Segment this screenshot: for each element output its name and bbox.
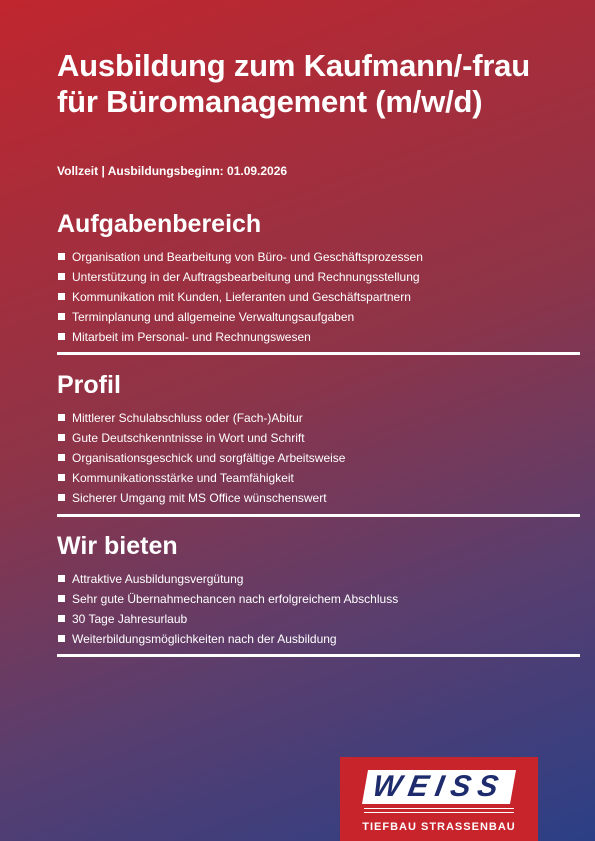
section-divider <box>57 352 580 355</box>
company-logo <box>340 757 538 841</box>
square-bullet-icon <box>58 615 65 622</box>
list-item-text: Mittlerer Schulabschluss oder (Fach-)Abitur <box>72 411 303 425</box>
section-divider <box>57 654 580 657</box>
list-item <box>57 629 582 649</box>
section-divider <box>57 514 580 517</box>
section-heading: Wir bieten <box>57 532 178 560</box>
square-bullet-icon <box>58 454 65 461</box>
square-bullet-icon <box>58 333 65 340</box>
list-item-text: 30 Tage Jahresurlaub <box>72 612 188 626</box>
list-item <box>57 609 582 629</box>
list-item-text: Terminplanung und allgemeine Verwaltungsaufgaben <box>72 310 355 324</box>
list-item <box>57 307 582 327</box>
list-item-text: Sicherer Umgang mit MS Office wünschenswert <box>72 491 327 505</box>
square-bullet-icon <box>58 273 65 280</box>
list-item-text: Unterstützung in der Auftragsbearbeitung und Rechnungsstellung <box>72 270 420 284</box>
square-bullet-icon <box>58 474 65 481</box>
square-bullet-icon <box>58 635 65 642</box>
list-item-text: Organisation und Bearbeitung von Büro- und Geschäftsprozessen <box>72 250 423 264</box>
list-item <box>57 267 582 287</box>
section-heading: Profil <box>57 371 121 399</box>
square-bullet-icon <box>58 414 65 421</box>
list-item <box>57 468 582 488</box>
logo-wordmark-text: WEISS <box>362 770 516 804</box>
logo-underline <box>364 808 514 813</box>
list-item-text: Kommunikation mit Kunden, Lieferanten und Geschäftspartnern <box>72 290 411 304</box>
list-item <box>57 327 582 347</box>
logo-tagline: TIEFBAU STRASSENBAU <box>362 821 516 833</box>
bullet-list <box>57 569 582 649</box>
list-item-text: Sehr gute Übernahmechancen nach erfolgreichem Abschluss <box>72 592 399 606</box>
list-item <box>57 247 582 267</box>
list-item-text: Attraktive Ausbildungsvergütung <box>72 572 244 586</box>
section-profil <box>57 370 582 508</box>
section-heading: Aufgabenbereich <box>57 210 262 238</box>
list-item-text: Mitarbeit im Personal- und Rechnungswesen <box>72 330 311 344</box>
list-item <box>57 589 582 609</box>
square-bullet-icon <box>58 293 65 300</box>
list-item-text: Weiterbildungsmöglichkeiten nach der Ausbildung <box>72 632 337 646</box>
list-item <box>57 488 582 508</box>
list-item <box>57 448 582 468</box>
bullet-list <box>57 247 582 347</box>
list-item <box>57 408 582 428</box>
logo-wordmark <box>340 770 538 804</box>
section-aufgabenbereich <box>57 209 582 347</box>
list-item-text: Gute Deutschkenntnisse in Wort und Schrift <box>72 431 305 445</box>
list-item <box>57 569 582 589</box>
list-item <box>57 428 582 448</box>
list-item-text: Organisationsgeschick und sorgfältige Arbeitsweise <box>72 451 346 465</box>
list-item-text: Kommunikationsstärke und Teamfähigkeit <box>72 471 294 485</box>
section-wir-bieten <box>57 531 582 649</box>
square-bullet-icon <box>58 494 65 501</box>
bullet-list <box>57 408 582 508</box>
page-title: Ausbildung zum Kaufmann/-frau für Büromanagement (m/w/d) <box>57 48 530 119</box>
square-bullet-icon <box>58 253 65 260</box>
square-bullet-icon <box>58 434 65 441</box>
square-bullet-icon <box>58 575 65 582</box>
square-bullet-icon <box>58 595 65 602</box>
employment-details: Vollzeit | Ausbildungsbeginn: 01.09.2026 <box>57 164 288 178</box>
square-bullet-icon <box>58 313 65 320</box>
list-item <box>57 287 582 307</box>
